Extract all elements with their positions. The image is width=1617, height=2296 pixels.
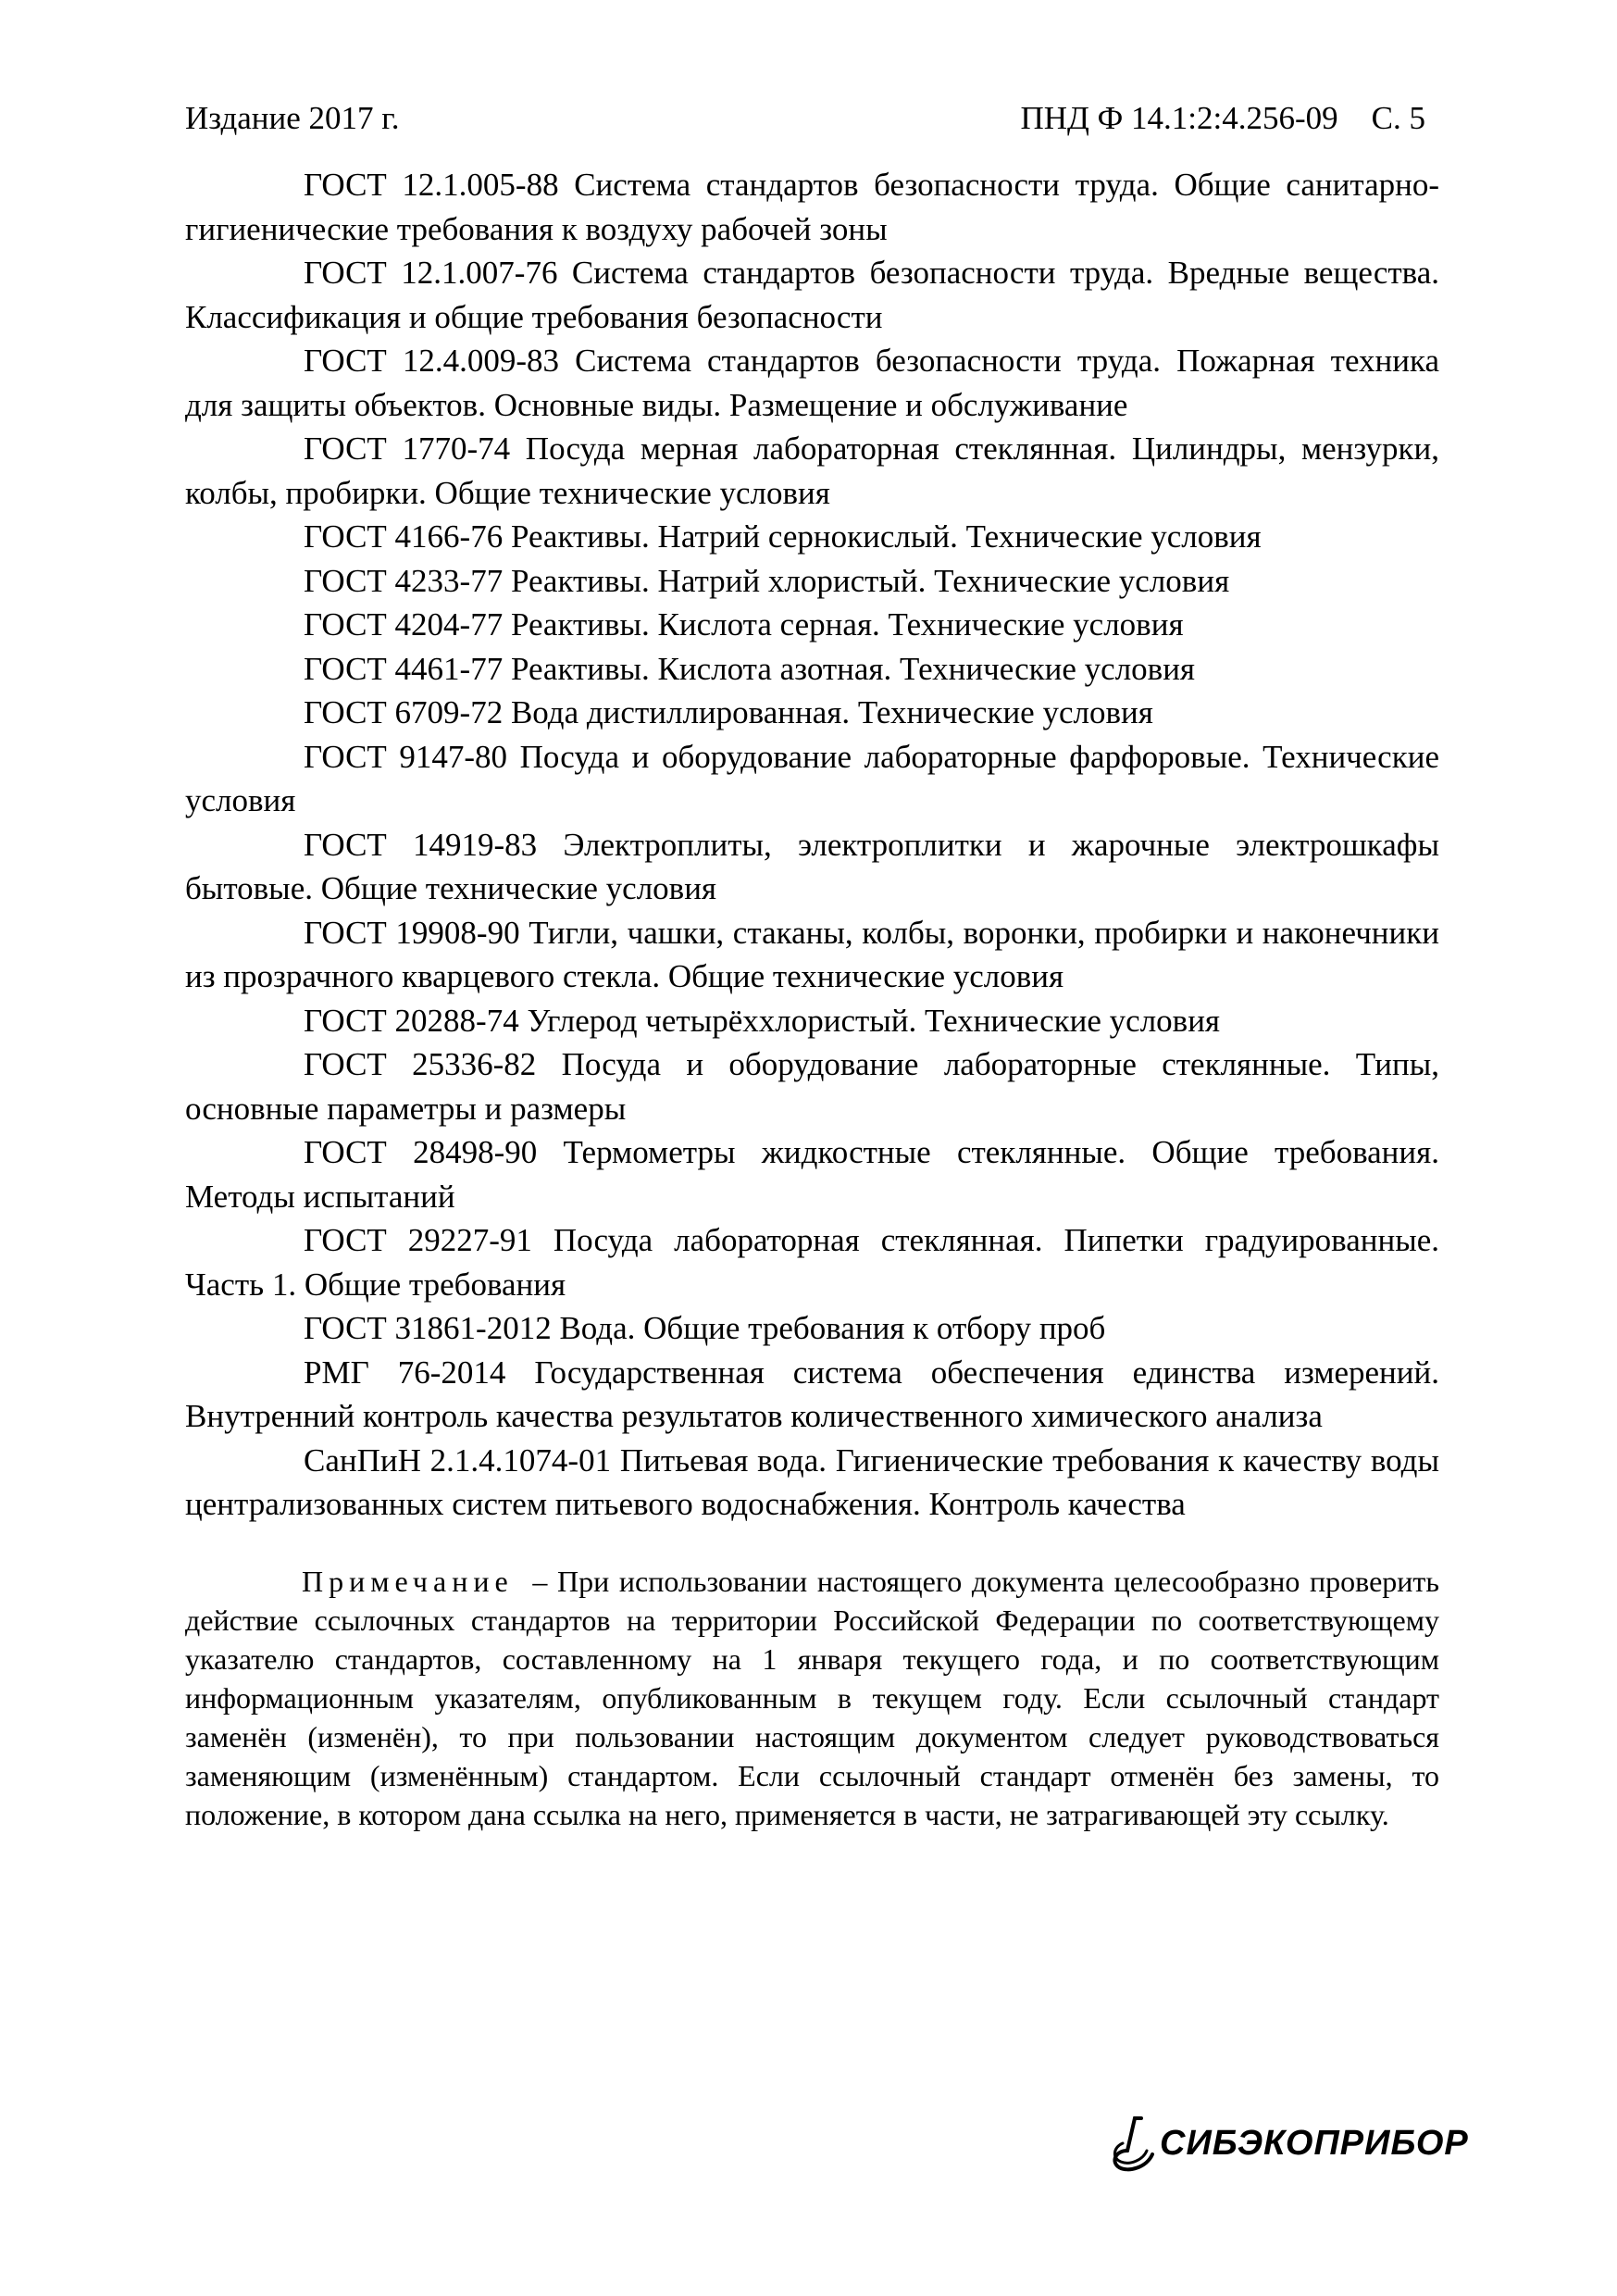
reference-item: ГОСТ 12.1.005-88 Система стандартов безопасности труда. Общие санитарно-гигиенические требования к воздуху рабочей зоны xyxy=(185,167,1439,247)
reference-item: ГОСТ 4461-77 Реактивы. Кислота азотная. Технические условия xyxy=(304,650,1196,687)
note-paragraph xyxy=(185,1562,1439,1834)
reference-item: ГОСТ 1770-74 Посуда мерная лабораторная стеклянная. Цилиндры, мензурки, колбы, пробирки. Общие технические условия xyxy=(185,430,1439,511)
reference-item: ГОСТ 29227-91 Посуда лабораторная стеклянная. Пипетки градуированные. Часть 1. Общие требования xyxy=(185,1222,1439,1303)
reference-item: ГОСТ 6709-72 Вода дистиллированная. Технические условия xyxy=(304,694,1153,730)
page-number: С. 5 xyxy=(1371,100,1425,136)
reference-item: ГОСТ 4166-76 Реактивы. Натрий сернокислый. Технические условия xyxy=(304,518,1262,555)
reference-item: ГОСТ 12.4.009-83 Система стандартов безопасности труда. Пожарная техника для защиты объектов. Основные виды. Размещение и обслуживание xyxy=(185,343,1439,423)
reference-item: ГОСТ 14919-83 Электроплиты, электроплитки и жарочные электрошкафы бытовые. Общие технические условия xyxy=(185,826,1439,906)
company-logo xyxy=(1106,2112,1469,2177)
references-list xyxy=(185,163,1439,1834)
logo-text: СИБЭКОПРИБОР xyxy=(1160,2124,1469,2163)
sibecopribor-logo-icon xyxy=(1106,2115,1158,2173)
document-code: ПНД Ф 14.1:2:4.256-09 xyxy=(1020,100,1338,136)
reference-item: ГОСТ 28498-90 Термометры жидкостные стеклянные. Общие требования. Методы испытаний xyxy=(185,1134,1439,1215)
reference-item: ГОСТ 12.1.007-76 Система стандартов безопасности труда. Вредные вещества. Классификация и общие требования безопасности xyxy=(185,255,1439,335)
reference-item: ГОСТ 20288-74 Углерод четырёххлористый. Технические условия xyxy=(304,1002,1221,1039)
reference-item: ГОСТ 19908-90 Тигли, чашки, стаканы, колбы, воронки, пробирки и наконечники из прозрачного кварцевого стекла. Общие технические условия xyxy=(185,914,1439,994)
reference-item: ГОСТ 4204-77 Реактивы. Кислота серная. Технические условия xyxy=(304,606,1184,643)
reference-item: ГОСТ 4233-77 Реактивы. Натрий хлористый. Технические условия xyxy=(304,562,1230,599)
reference-item: СанПиН 2.1.4.1074-01 Питьевая вода. Гигиенические требования к качеству воды централизованных систем питьевого водоснабжения. Контроль качества xyxy=(185,1441,1439,1522)
page-header xyxy=(185,100,1425,156)
header-right xyxy=(1020,100,1425,137)
note-text: – При использовании настоящего документа целесообразно проверить действие ссылочных стандартов на территории Российской Федерации по соответствующему указателю стандартов, составленному на 1 января текущего года, и по соответствующим информационным указателям, опубликованным в текущем году. Если ссылочный стандарт заменён (изменён), то при пользовании настоящим документом следует руководствоваться заменяющим (изменённым) стандартом. Если ссылочный стандарт отменён без замены, то положение, в котором дана ссылка на него, применяется в части, не затрагивающей эту ссылку. xyxy=(185,1564,1440,1831)
note-label: Примечание xyxy=(302,1564,514,1598)
reference-item: ГОСТ 25336-82 Посуда и оборудование лабораторные стеклянные. Типы, основные параметры и размеры xyxy=(185,1046,1439,1127)
reference-item: ГОСТ 31861-2012 Вода. Общие требования к отбору проб xyxy=(304,1310,1106,1346)
edition-label: Издание 2017 г. xyxy=(185,100,400,136)
reference-item: ГОСТ 9147-80 Посуда и оборудование лабораторные фарфоровые. Технические условия xyxy=(185,738,1439,818)
reference-item: РМГ 76-2014 Государственная система обеспечения единства измерений. Внутренний контроль качества результатов количественного химического анализа xyxy=(185,1354,1439,1434)
